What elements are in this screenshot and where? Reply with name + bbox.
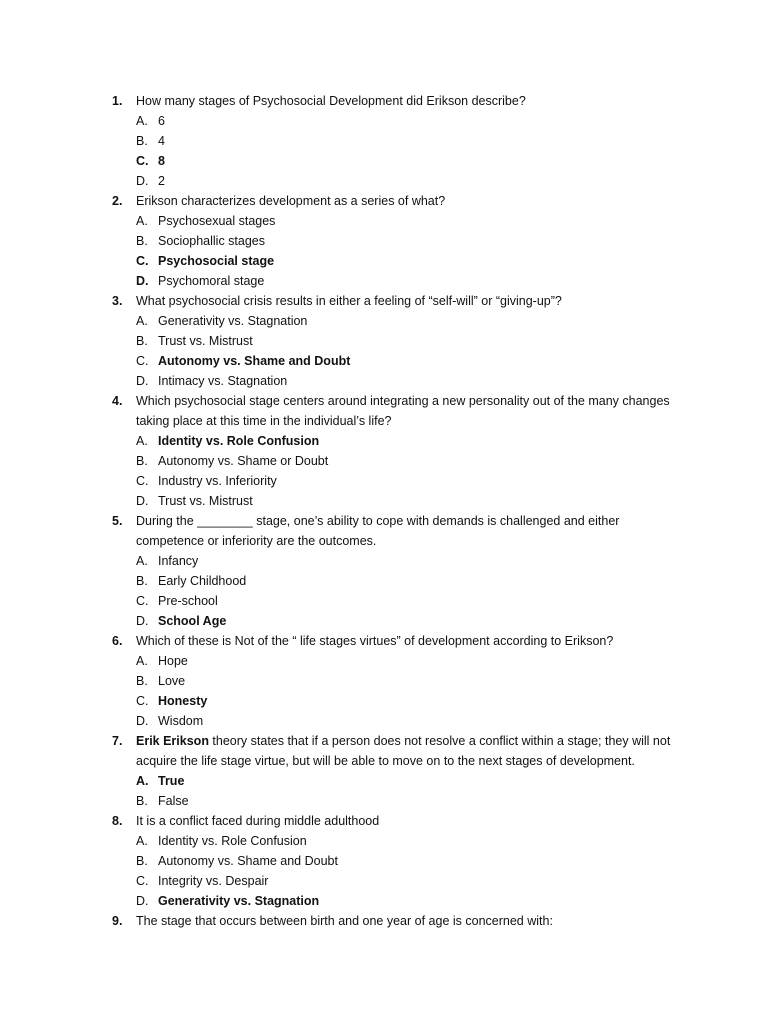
question-text: How many stages of Psychosocial Development did Erikson describe? — [136, 94, 526, 108]
option-letter: A. — [136, 774, 149, 788]
question-number: 2. — [112, 194, 123, 208]
option-letter: D. — [136, 374, 149, 388]
option-item — [0, 711, 768, 731]
option-item — [0, 791, 768, 811]
option-text: Generativity vs. Stagnation — [158, 314, 308, 328]
option-item — [0, 851, 768, 871]
option-item — [0, 331, 768, 351]
option-letter: D. — [136, 174, 149, 188]
option-text: Generativity vs. Stagnation — [158, 894, 320, 908]
question-number: 6. — [112, 634, 123, 648]
option-text: Identity vs. Role Confusion — [158, 434, 320, 448]
option-text: Trust vs. Mistrust — [158, 494, 253, 508]
question-5 — [0, 511, 768, 531]
option-letter: C. — [136, 154, 149, 168]
question-number: 5. — [112, 514, 123, 528]
option-letter: D. — [136, 614, 149, 628]
option-letter: A. — [136, 214, 148, 228]
option-letter: C. — [136, 694, 149, 708]
option-item — [0, 311, 768, 331]
option-letter: D. — [136, 274, 149, 288]
option-text: 2 — [158, 174, 165, 188]
option-letter: C. — [136, 874, 149, 888]
question-9 — [0, 911, 768, 931]
option-letter: B. — [136, 854, 148, 868]
option-item — [0, 231, 768, 251]
option-item — [0, 691, 768, 711]
option-item — [0, 671, 768, 691]
option-text: Industry vs. Inferiority — [158, 474, 277, 488]
option-text: 8 — [158, 154, 165, 168]
option-item — [0, 651, 768, 671]
option-item — [0, 771, 768, 791]
option-item — [0, 551, 768, 571]
option-letter: A. — [136, 554, 148, 568]
option-item — [0, 571, 768, 591]
question-text-bold: Erik Erikson — [136, 734, 209, 748]
option-letter: C. — [136, 594, 149, 608]
option-letter: B. — [136, 234, 148, 248]
option-text: Honesty — [158, 694, 208, 708]
option-text: True — [158, 774, 185, 788]
option-item — [0, 891, 768, 911]
option-item — [0, 251, 768, 271]
option-text: Psychomoral stage — [158, 274, 265, 288]
question-8 — [0, 811, 768, 831]
option-letter: A. — [136, 834, 148, 848]
question-text: Which of these is Not of the “ life stages virtues” of development according to Erikson? — [136, 634, 614, 648]
question-number: 4. — [112, 394, 123, 408]
option-letter: D. — [136, 714, 149, 728]
question-text-cont: competence or inferiority are the outcomes. — [136, 534, 377, 548]
option-item — [0, 611, 768, 631]
option-item — [0, 171, 768, 191]
option-letter: B. — [136, 674, 148, 688]
option-letter: C. — [136, 254, 149, 268]
option-text: Psychosocial stage — [158, 254, 275, 268]
option-letter: C. — [136, 474, 149, 488]
option-letter: A. — [136, 654, 148, 668]
question-text-cont: taking place at this time in the individual’s life? — [136, 414, 392, 428]
option-letter: B. — [136, 454, 148, 468]
option-item — [0, 591, 768, 611]
option-item — [0, 351, 768, 371]
option-item — [0, 471, 768, 491]
question-number: 1. — [112, 94, 123, 108]
option-text: Intimacy vs. Stagnation — [158, 374, 288, 388]
option-text: Integrity vs. Despair — [158, 874, 269, 888]
question-4 — [0, 391, 768, 411]
question-text: It is a conflict faced during middle adulthood — [136, 814, 380, 828]
question-text: Erikson characterizes development as a series of what? — [136, 194, 446, 208]
option-item — [0, 371, 768, 391]
option-letter: A. — [136, 114, 148, 128]
option-text: Sociophallic stages — [158, 234, 266, 248]
option-letter: C. — [136, 354, 149, 368]
option-text: Autonomy vs. Shame or Doubt — [158, 454, 329, 468]
question-text: What psychosocial crisis results in either a feeling of “self-will” or “giving-up”? — [136, 294, 562, 308]
option-text: Identity vs. Role Confusion — [158, 834, 307, 848]
option-letter: B. — [136, 794, 148, 808]
question-text: Which psychosocial stage centers around integrating a new personality out of the many changes — [136, 394, 670, 408]
option-text: Wisdom — [158, 714, 204, 728]
option-item — [0, 131, 768, 151]
question-2 — [0, 191, 768, 211]
option-text: Love — [158, 674, 186, 688]
question-number: 3. — [112, 294, 123, 308]
question-number: 8. — [112, 814, 123, 828]
option-letter: D. — [136, 894, 149, 908]
option-text: Trust vs. Mistrust — [158, 334, 253, 348]
question-text-continuation — [0, 411, 768, 431]
option-item — [0, 451, 768, 471]
option-letter: B. — [136, 334, 148, 348]
option-text: 4 — [158, 134, 165, 148]
question-number: 9. — [112, 914, 123, 928]
option-text: Pre-school — [158, 594, 218, 608]
option-item — [0, 111, 768, 131]
option-item — [0, 491, 768, 511]
option-letter: B. — [136, 574, 148, 588]
option-item — [0, 211, 768, 231]
question-text: The stage that occurs between birth and one year of age is concerned with: — [136, 914, 553, 928]
option-letter: A. — [136, 434, 148, 448]
option-item — [0, 831, 768, 851]
option-text: Autonomy vs. Shame and Doubt — [158, 354, 351, 368]
option-item — [0, 151, 768, 171]
question-text: During the ________ stage, one’s ability to cope with demands is challenged and either — [136, 514, 620, 528]
option-text: Autonomy vs. Shame and Doubt — [158, 854, 338, 868]
question-text-line — [136, 731, 670, 751]
question-7 — [0, 731, 768, 751]
option-text: Hope — [158, 654, 188, 668]
question-6 — [0, 631, 768, 651]
option-letter: A. — [136, 314, 148, 328]
option-letter: B. — [136, 134, 148, 148]
question-text: theory states that if a person does not resolve a conflict within a stage; they will not — [208, 734, 671, 748]
option-text: School Age — [158, 614, 227, 628]
option-letter: D. — [136, 494, 149, 508]
question-1 — [0, 91, 768, 111]
option-text: Infancy — [158, 554, 199, 568]
option-text: Psychosexual stages — [158, 214, 276, 228]
option-text: 6 — [158, 114, 165, 128]
question-text-cont: acquire the life stage virtue, but will be able to move on to the next stages of development. — [136, 754, 635, 768]
option-text: False — [158, 794, 189, 808]
option-item — [0, 431, 768, 451]
option-item — [0, 871, 768, 891]
question-text-continuation — [0, 531, 768, 551]
option-text: Early Childhood — [158, 574, 247, 588]
option-item — [0, 271, 768, 291]
question-3 — [0, 291, 768, 311]
question-number: 7. — [112, 734, 123, 748]
question-text-continuation — [0, 751, 768, 771]
